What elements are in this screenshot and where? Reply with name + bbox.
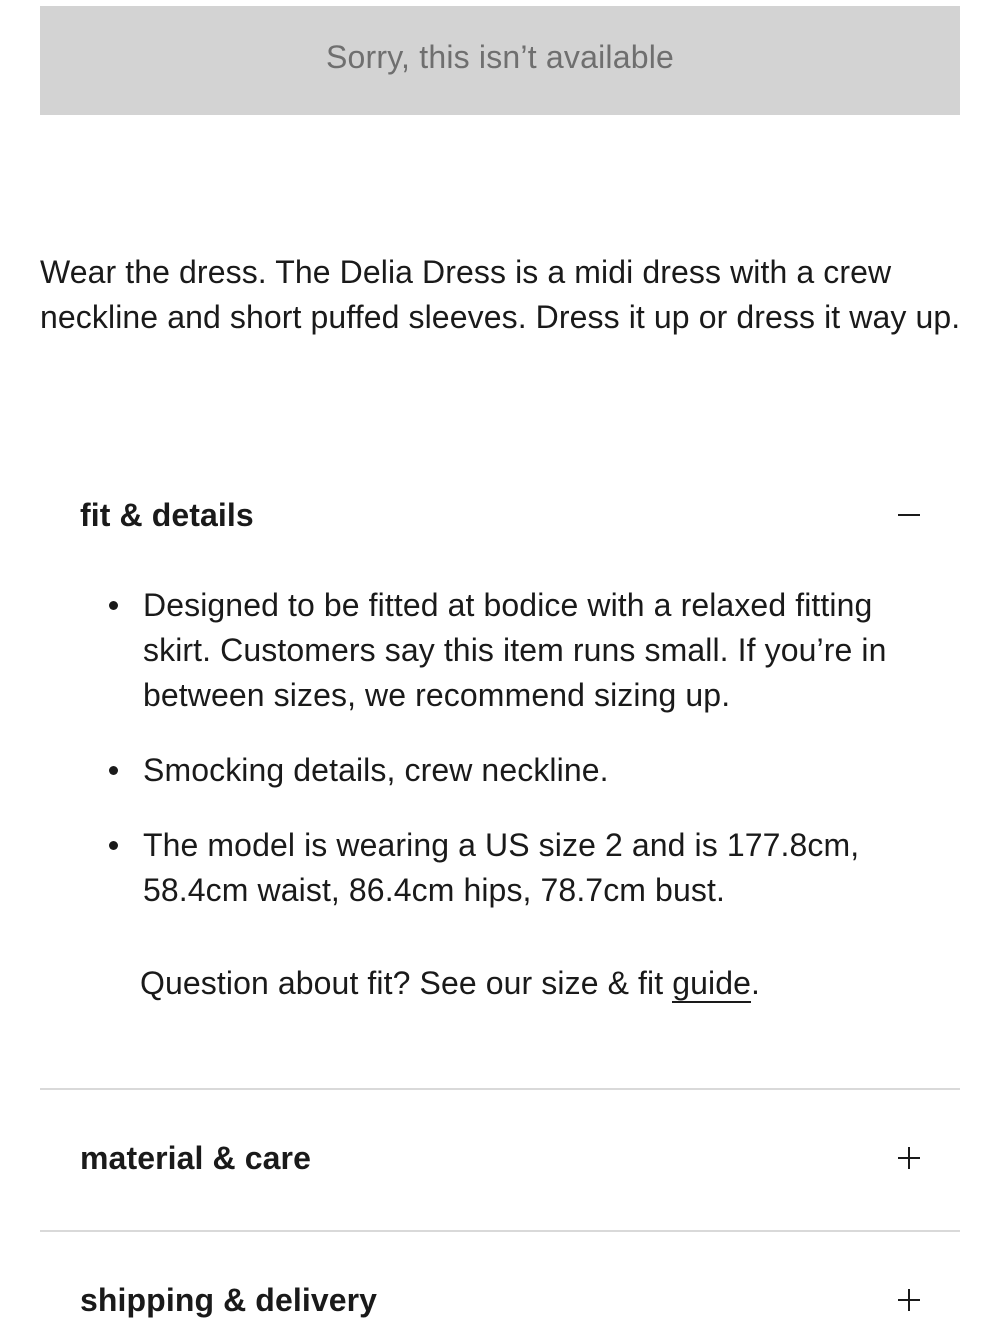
list-item [143,823,933,913]
shipping-delivery-accordion-header[interactable] [40,1270,960,1330]
fit-details-list [143,583,933,943]
shipping-delivery-title: shipping & delivery [80,1281,378,1318]
list-item [143,748,933,793]
bullet-icon [109,766,118,775]
unavailable-button[interactable]: Sorry, this isn’t available [40,6,960,115]
plus-icon[interactable] [898,1289,920,1311]
plus-icon[interactable] [898,1147,920,1169]
fit-guide-note [140,961,760,1006]
fit-details-accordion-header[interactable] [40,485,960,545]
material-care-accordion-header[interactable] [40,1128,960,1188]
fit-note-suffix: . [751,965,760,1001]
section-divider [40,1088,960,1090]
fit-detail-text: The model is wearing a US size 2 and is 177.8cm, 58.4cm waist, 86.4cm hips, 78.7cm bust. [143,827,860,908]
minus-icon[interactable] [898,504,920,526]
section-divider [40,1230,960,1232]
fit-note-prefix: Question about fit? See our size & fit [140,965,673,1001]
size-fit-guide-link[interactable]: guide [672,965,751,1001]
fit-detail-text: Smocking details, crew neckline. [143,752,609,788]
product-description: Wear the dress. The Delia Dress is a midi dress with a crew neckline and short puffed sleeves. Dress it up or dress it way up. [40,254,961,335]
fit-detail-text: Designed to be fitted at bodice with a relaxed fitting skirt. Customers say this item runs small. If you’re in between sizes, we recommend sizing up. [143,587,887,713]
fit-details-title: fit & details [80,496,254,533]
list-item [143,583,933,718]
bullet-icon [109,841,118,850]
bullet-icon [109,601,118,610]
material-care-title: material & care [80,1139,311,1176]
